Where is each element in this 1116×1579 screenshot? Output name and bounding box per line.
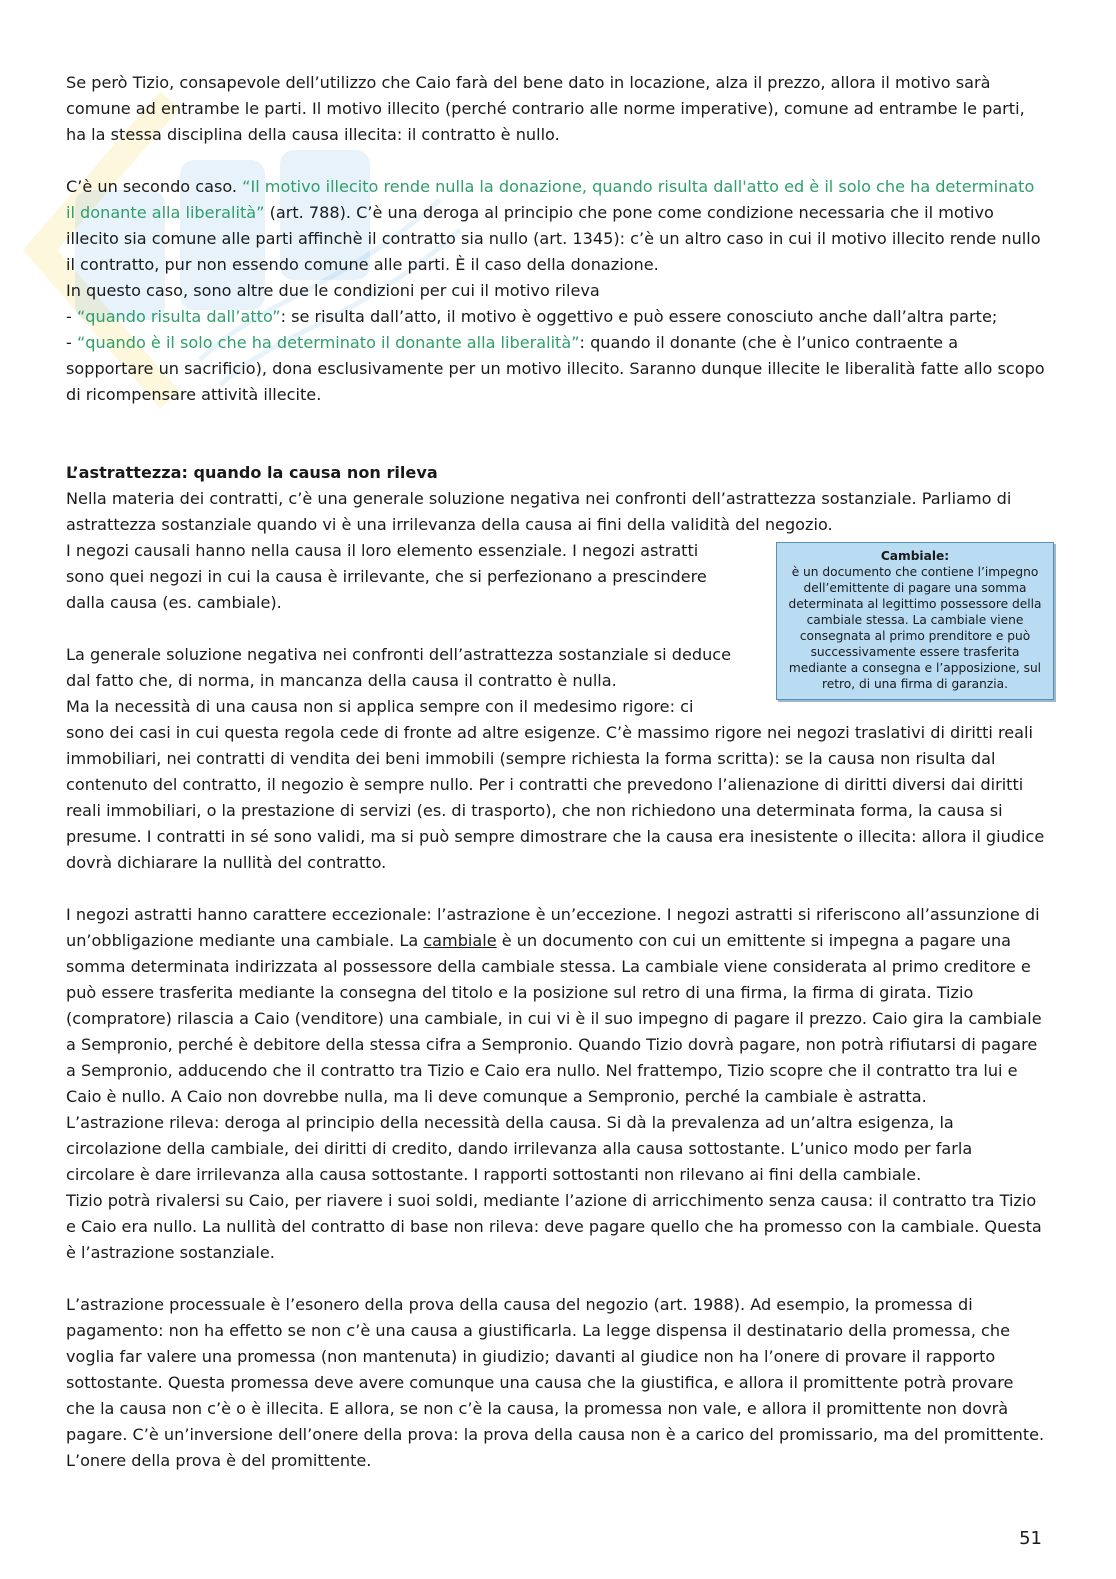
callout-title: Cambiale: — [880, 549, 950, 563]
paragraph-negozi-astratti — [66, 902, 1046, 1110]
quote-solo-motivo: “quando è il solo che ha determinato il donante alla liberalità” — [76, 333, 580, 352]
negozi-astratti-text-a: I negozi astratti hanno carattere eccezionale: l’astrazione è un’eccezione. I negozi astratti si riferiscono all’assunzione di un’obbligazione mediante una cambiale. La — [66, 905, 1040, 950]
paragraph-astrattezza-sostanziale: Nella materia dei contratti, c’è una generale soluzione negativa nei confronti dell’astrattezza sostanziale. Parliamo di astrattezza sostanziale quando vi è una irrilevanza della causa ai fini della validità del negozio. — [66, 489, 1012, 534]
bullet-risulta-atto-rest: : se risulta dall’atto, il motivo è oggettivo e può essere conosciuto anche dall’altra parte; — [280, 307, 998, 326]
page-number: 51 — [1019, 1528, 1042, 1549]
bullet-dash: - — [66, 307, 77, 326]
paragraph-motivo-comune: Se però Tizio, consapevole dell’utilizzo che Caio farà del bene dato in locazione, alza il prezzo, allora il motivo sarà comune ad entrambe le parti. Il motivo illecito (perché contrario alle norme imperative), comune ad entrambe le parti, ha la stessa disciplina della causa illecita: il contratto è nullo. — [66, 73, 1025, 144]
bullet-risulta-atto — [66, 304, 1046, 330]
quote-art-788: “Il motivo illecito rende nulla la donazione, quando risulta dall'atto ed è il solo che ha determinato il donante alla liberalità” — [66, 177, 1035, 222]
paragraph-rivalersi: Tizio potrà rivalersi su Caio, per riavere i suoi soldi, mediante l’azione di arricchimento senza causa: il contratto tra Tizio e Caio era nullo. La nullità del contratto di base non rileva: deve pagare quello che ha promesso con la cambiale. Questa è l’astrazione sostanziale. — [66, 1191, 1042, 1262]
bullet-dash: - — [66, 333, 77, 352]
paragraph-negozi-causali: I negozi causali hanno nella causa il loro elemento essenziale. I negozi astratti sono quei negozi in cui la causa è irrilevante, che si perfezionano a prescindere dalla causa (es. cambiale). — [66, 541, 707, 612]
cambiale-callout-box — [776, 542, 1054, 700]
paragraph-rigore: Ma la necessità di una causa non si applica sempre con il medesimo rigore: ci sono dei casi in cui questa regola cede di fronte ad altre esigenze. C’è massimo rigore nei negozi traslativi di diritti reali immobiliari, nei contratti di vendita dei beni immobili (sempre richiesta la forma scritta): se la causa non risulta dal contenuto del contratto, il negozio è sempre nullo. Per i contratti che prevedono l’alienazione di diritti diversi dai diritti reali immobiliari, o la prestazione di servizi (es. di trasporto), che non richiedono una determinata forma, la causa si presume. I contratti in sé sono validi, ma si può sempre dimostrare che la causa era inesistente o illecita: allora il giudice dovrà dichiarare la nullità del contratto. — [66, 697, 1045, 872]
bullet-solo-motivo — [66, 330, 1046, 408]
document-body — [66, 70, 1046, 1474]
secondo-caso-intro: C’è un secondo caso. — [66, 177, 243, 196]
paragraph-astrazione-processuale: L’astrazione processuale è l’esonero della prova della causa del negozio (art. 1988). Ad esempio, la promessa di pagamento: non ha effetto se non c’è una causa a giustificarla. La legge dispensa il destinatario della promessa, che voglia far valere una promessa (non mantenuta) in giudizio; davanti al giudice non ha l’onere di provare il rapporto sottostante. Questa promessa deve avere comunque una causa che la giustifica, e allora il promittente potrà provare che la causa non c’è o è illecita. E allora, se non c’è la causa, la promessa non vale, e allora il promittente non dovrà pagare. C’è un’inversione dell’onere della prova: la prova della causa non è a carico del promissario, ma del promittente. L’onere della prova è del promittente. — [66, 1295, 1045, 1470]
callout-text: è un documento che contiene l’impegno dell’emittente di pagare una somma determinata al legittimo possessore della cambiale stessa. La cambiale viene consegnata al primo prenditore e può successivamente essere trasferita mediante a consegna e l’apposizione, sul retro, di una firma di garanzia. — [788, 565, 1042, 691]
quote-risulta-atto: “quando risulta dall’atto” — [76, 307, 281, 326]
paragraph-soluzione-negativa: La generale soluzione negativa nei confronti dell’astrattezza sostanziale si deduce dal fatto che, di norma, in mancanza della causa il contratto è nulla. — [66, 645, 732, 690]
paragraph-astrazione-rileva: L’astrazione rileva: deroga al principio della necessità della causa. Si dà la prevalenza ad un’altra esigenza, la circolazione della cambiale, dei diritti di credito, dando irrilevanza alla causa sottostante. L’unico modo per farla circolare è dare irrilevanza alla causa sottostante. I rapporti sottostanti non rilevano ai fini della cambiale. — [66, 1113, 973, 1184]
cambiale-link[interactable]: cambiale — [423, 931, 497, 950]
bullet-solo-motivo-rest: : quando il donante (che è l’unico contraente a sopportare un sacrificio), dona esclusivamente per un motivo illecito. Saranno dunque illecite le liberalità fatte allo scopo di ricompensare attività illecite. — [66, 333, 1045, 404]
paragraph-secondo-caso — [66, 174, 1046, 278]
secondo-caso-rest: (art. 788). C’è una deroga al principio che pone come condizione necessaria che il motivo illecito sia comune alle parti affinchè il contratto sia nullo (art. 1345): c’è un altro caso in cui il motivo illecito rende nullo il contratto, pur non essendo comune alle parti. È il caso della donazione. — [66, 203, 1041, 274]
negozi-astratti-text-b: è un documento con cui un emittente si impegna a pagare una somma determinata indirizzata al possessore della cambiale stessa. La cambiale viene considerata al primo creditore e può essere trasferita mediante la consegna del titolo e la posizione sul retro di una firma, la firma di girata. Tizio (compratore) rilascia a Caio (venditore) una cambiale, in cui vi è il suo impegno di pagare il prezzo. Caio gira la cambiale a Sempronio, perché è debitore della stessa cifra a Sempronio. Quando Tizio dovrà pagare, non potrà rifiutarsi di pagare a Sempronio, adducendo che il contratto tra Tizio e Caio era nullo. Nel frattempo, Tizio scopre che il contratto tra lui e Caio è nullo. A Caio non dovrebbe nulla, ma li deve comunque a Sempronio, perché la cambiale è astratta. — [66, 931, 1042, 1106]
section-heading: L’astrattezza: quando la causa non rileva — [66, 463, 438, 482]
paragraph-condizioni: In questo caso, sono altre due le condizioni per cui il motivo rileva — [66, 281, 600, 300]
